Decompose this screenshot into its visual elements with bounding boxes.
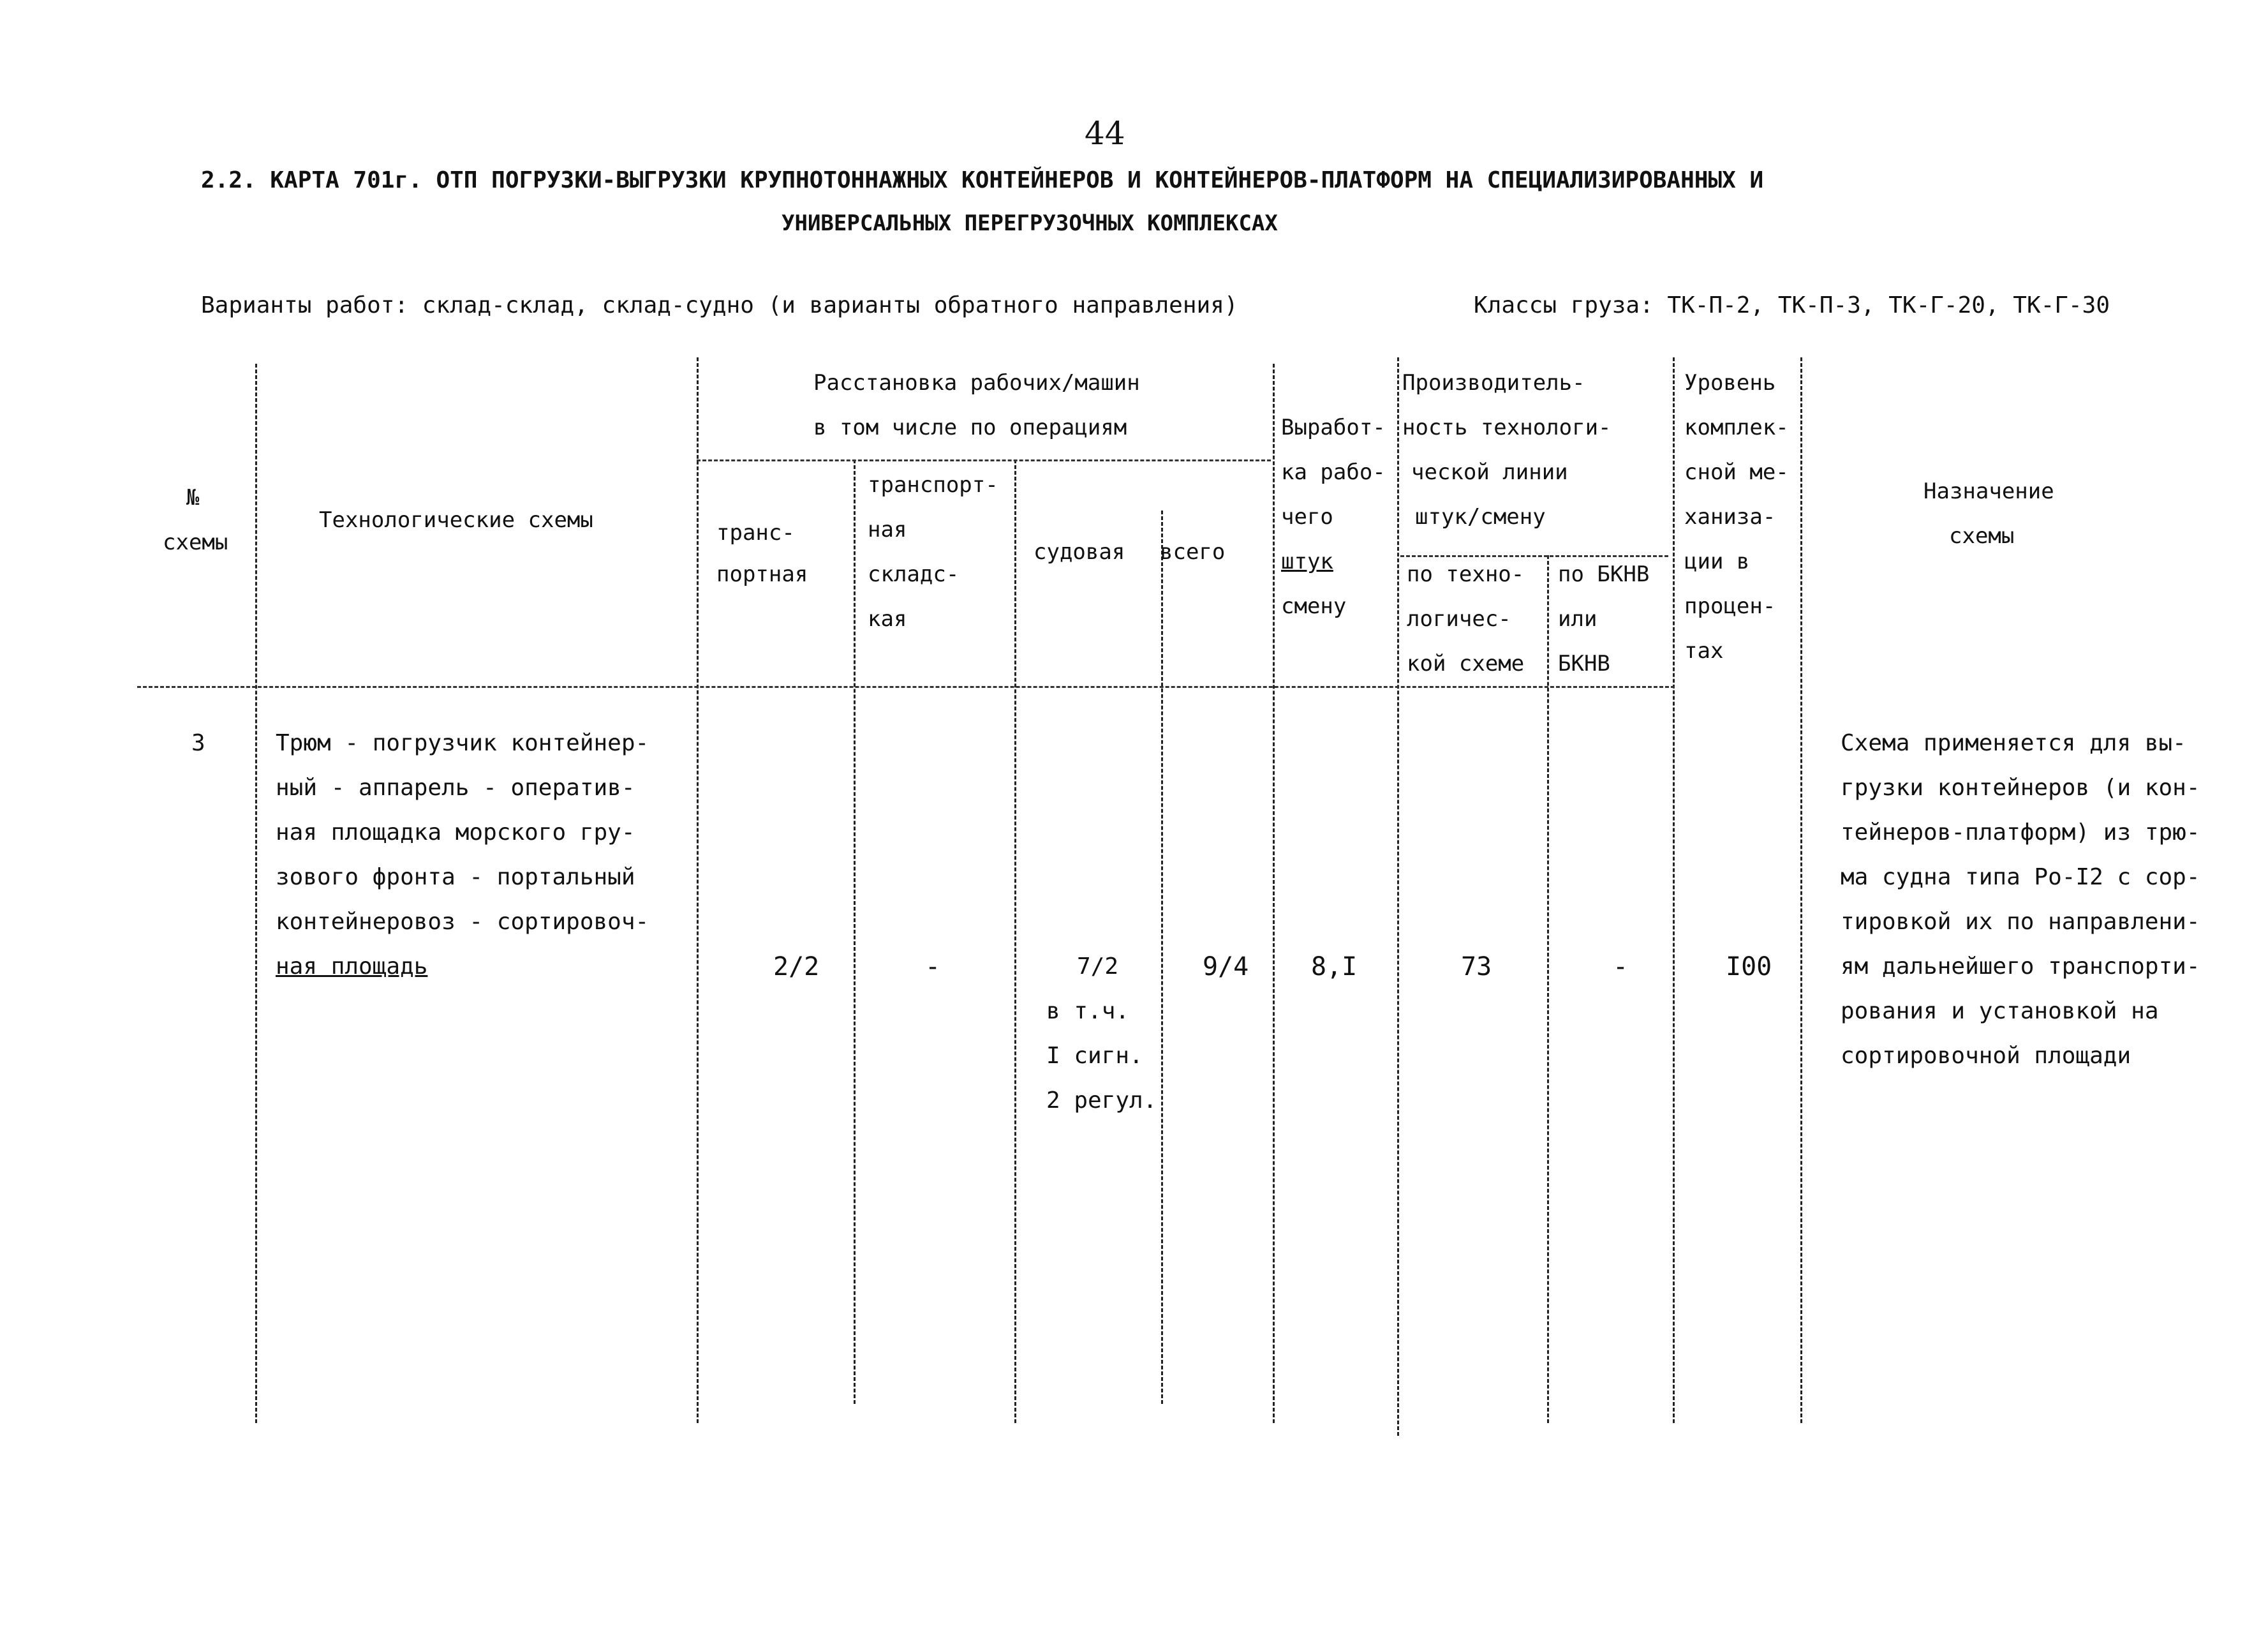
header-purpose-l1: Назначение xyxy=(1923,479,2054,504)
header-transport-l1: транс- xyxy=(716,520,795,546)
header-level-l6: процен- xyxy=(1684,593,1776,619)
col-divider-4 xyxy=(1014,459,1016,1423)
row-prod-bknv: - xyxy=(1613,952,1629,981)
header-transport-warehouse-l2: ная xyxy=(868,517,907,542)
purpose-line-5: тировкой их по направлени- xyxy=(1841,909,2200,935)
tech-line-5: контейнеровоз - сортировоч- xyxy=(276,909,649,935)
document-title-line2: УНИВЕРСАЛЬНЫХ ПЕРЕГРУЗОЧНЫХ КОМПЛЕКСАХ xyxy=(782,211,1278,236)
row-prod-scheme: 73 xyxy=(1461,952,1492,981)
col-divider-10 xyxy=(1800,357,1802,1423)
header-output-l2: ка рабо- xyxy=(1281,459,1386,485)
header-placement-line1: Расстановка рабочих/машин xyxy=(813,370,1140,396)
header-transport-warehouse-l4: кая xyxy=(868,606,907,632)
header-prod-scheme-l2: логичес- xyxy=(1407,606,1511,632)
header-no-label: схемы xyxy=(163,530,228,555)
header-output-l5: смену xyxy=(1281,593,1347,619)
col-divider-8 xyxy=(1547,555,1549,1423)
header-prod-scheme-l3: кой схеме xyxy=(1407,651,1525,676)
document-title-line1: 2.2. КАРТА 701г. ОТП ПОГРУЗКИ-ВЫГРУЗКИ КРУПНОТОННАЖНЫХ КОНТЕЙНЕРОВ И КОНТЕЙНЕРОВ-ПЛАТФОРМ НА СПЕЦИАЛИЗИРОВАННЫХ И xyxy=(201,167,1764,193)
header-level-l2: комплек- xyxy=(1684,415,1789,440)
header-level-l7: тах xyxy=(1684,638,1724,664)
header-level-l4: ханиза- xyxy=(1684,504,1776,530)
tech-line-3: ная площадка морского гру- xyxy=(276,819,635,846)
header-prod-l3: ческой линии xyxy=(1411,459,1568,485)
row-no: 3 xyxy=(191,730,205,756)
ship-line-2: в т.ч. xyxy=(1046,998,1130,1024)
cargo-classes: Классы груза: ТК-П-2, ТК-П-3, ТК-Г-20, ТК-Г-30 xyxy=(1474,292,2110,318)
header-prod-l2: ность технологи- xyxy=(1402,415,1612,440)
tech-line-6: ная площадь xyxy=(276,953,428,980)
header-level-l1: Уровень xyxy=(1684,370,1776,396)
header-ship: судовая xyxy=(1034,539,1125,565)
col-divider-6 xyxy=(1273,364,1275,1423)
header-prod-l4: штук/смену xyxy=(1415,504,1546,530)
row-transport-warehouse: - xyxy=(925,952,941,981)
header-placement-line2: в том числе по операциям xyxy=(813,415,1127,440)
header-prod-scheme-l1: по техно- xyxy=(1407,562,1525,587)
row-transport: 2/2 xyxy=(773,952,820,981)
header-transport-warehouse-l1: транспорт- xyxy=(868,472,998,498)
ship-line-4: 2 регул. xyxy=(1046,1087,1157,1114)
header-no-symbol: № xyxy=(186,485,200,511)
page-number: 44 xyxy=(1085,115,1125,152)
purpose-line-1: Схема применяется для вы- xyxy=(1841,730,2186,756)
col-divider-2 xyxy=(697,357,699,1423)
group-underline xyxy=(697,459,1271,461)
header-total: всего xyxy=(1160,539,1226,565)
tech-line-4: зового фронта - портальный xyxy=(276,864,635,890)
header-prod-bknv-l2: или xyxy=(1558,606,1597,632)
col-divider-7 xyxy=(1397,357,1399,1436)
header-transport-warehouse-l3: складс- xyxy=(868,562,960,587)
purpose-line-6: ям дальнейшего транспорти- xyxy=(1841,953,2200,980)
purpose-line-8: сортировочной площади xyxy=(1841,1043,2131,1069)
row-level: I00 xyxy=(1726,952,1772,981)
ship-line-1: 7/2 xyxy=(1077,953,1119,980)
header-level-l5: ции в xyxy=(1684,549,1750,574)
header-output-l1: Выработ- xyxy=(1281,415,1386,440)
col-divider-5 xyxy=(1161,511,1163,1404)
row-total: 9/4 xyxy=(1203,952,1249,981)
tech-line-1: Трюм - погрузчик контейнер- xyxy=(276,730,649,756)
header-tech-schemes: Технологические схемы xyxy=(319,507,593,533)
row-output: 8,I xyxy=(1311,952,1358,981)
header-output-l3: чего xyxy=(1281,504,1333,530)
header-transport-l2: портная xyxy=(716,562,808,587)
purpose-line-4: ма судна типа Ро-I2 с сор- xyxy=(1841,864,2200,890)
col-divider-9 xyxy=(1673,357,1675,1423)
header-prod-bknv-l3: БКНВ xyxy=(1558,651,1610,676)
header-output-l4: штук xyxy=(1281,549,1333,574)
header-prod-l1: Производитель- xyxy=(1402,370,1585,396)
work-variants: Варианты работ: склад-склад, склад-судно (и варианты обратного направления) xyxy=(201,292,1238,318)
header-bottom-rule xyxy=(137,686,1675,688)
header-purpose-l2: схемы xyxy=(1949,523,2015,549)
purpose-line-3: тейнеров-платформ) из трю- xyxy=(1841,819,2200,846)
purpose-line-7: рования и установкой на xyxy=(1841,998,2159,1024)
ship-line-3: I сигн. xyxy=(1046,1043,1143,1069)
header-prod-bknv-l1: по БКНВ xyxy=(1558,562,1650,587)
header-level-l3: сной ме- xyxy=(1684,459,1789,485)
col-divider-1 xyxy=(255,364,257,1423)
tech-line-2: ный - аппарель - оператив- xyxy=(276,775,635,801)
col-divider-3 xyxy=(854,459,856,1404)
purpose-line-2: грузки контейнеров (и кон- xyxy=(1841,775,2200,801)
